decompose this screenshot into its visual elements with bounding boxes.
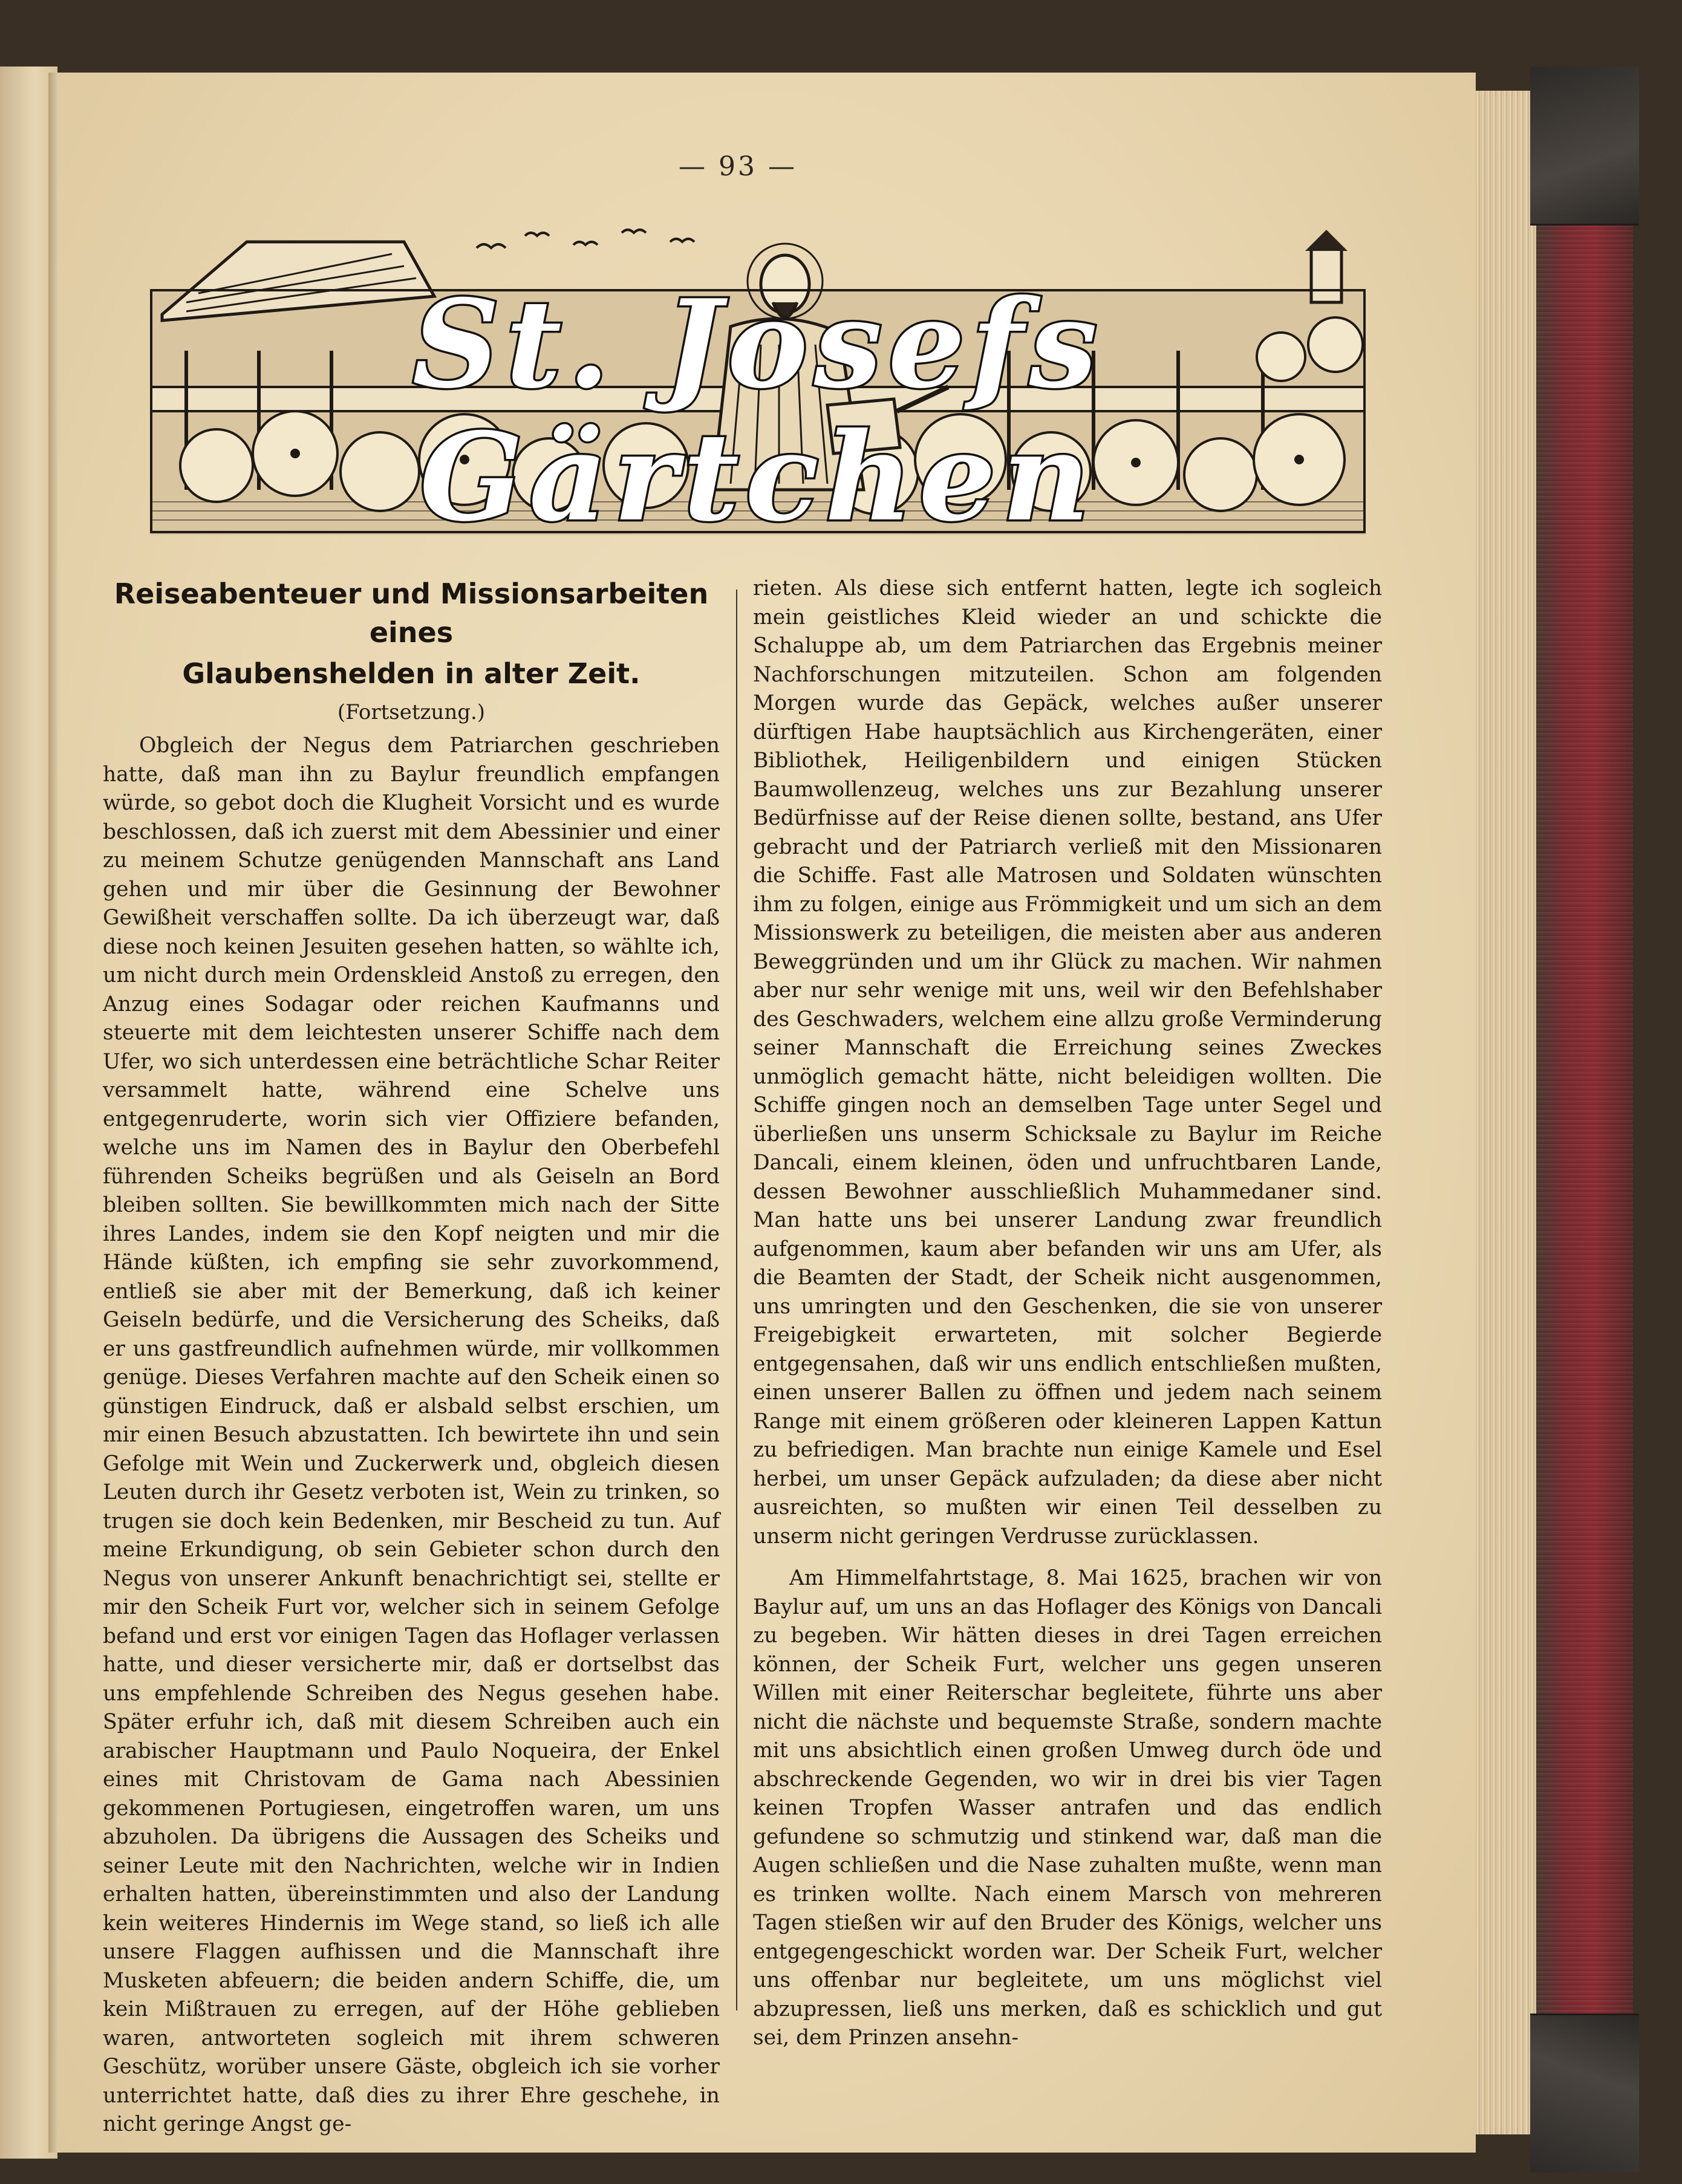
right-column-paragraph-2: Am Himmelfahrtstage, 8. Mai 1625, brachen wir von Baylur auf, um uns an das Hoflager des Königs von Dancali zu begeben. Wir hätten dieses in drei Tagen erreichen können, der Scheik Furt, welcher uns gegen unseren Willen mit einer Reiterschar begleitete, führte uns aber nicht die nächste und bequemste Straße, sondern machte mit uns absichtlich einen großen Umweg durch öde und abschreckende Gegenden, wo wir in drei bis vier Tagen keinen Tropfen Wasser antrafen und das endlich gefundene so schmutzig und stinkend war, daß man die Augen schließen und die Nase zuhalten mußte, wenn man es trinken wollte. Nach einem Marsch von mehreren Tagen stießen wir auf den Bruder des Königs, welcher uns entgegengeschickt worden war. Der Scheik Furt, welcher uns offenbar nur begleitete, um uns möglichst viel abzupressen, ließ uns merken, daß es schicklich und gut sei, dem Prinzen ansehn- bbox=[753, 1566, 1382, 2050]
article-title-line2: Glaubenshelden in alter Zeit. bbox=[182, 657, 641, 690]
left-column-text: Obgleich der Negus dem Patriarchen geschrieben hatte, daß man ihn zu Baylur freundlich empfangen würde, so gebot doch die Klugheit Vorsicht und es wurde beschlossen, daß ich zuerst mit dem Abessinier und einer zu meinem Schutze genügenden Mannschaft ans Land gehen und mir über die Gesinnung der Bewohner Gewißheit verschaffen sollte. Da ich überzeugt war, daß diese noch keinen Jesuiten gesehen hatten, so wählte ich, um nicht durch mein Ordenskleid Anstoß zu erregen, den Anzug eines Sodagar oder reichen Kaufmanns und steuerte mit dem leichtesten unserer Schiffe nach dem Ufer, wo sich unterdessen eine beträchtliche Schar Reiter versammelt hatte, während eine Schelve uns entgegenruderte, worin sich vier Offiziere befanden, welche uns im Namen des in Baylur den Oberbefehl führenden Scheiks begrüßen und als Geiseln an Bord bleiben sollten. Sie bewillkommten mich nach der Sitte ihres Landes, indem sie den Kopf neigten und mir die Hände küßten, ich empfing sie sehr zuvorkommend, entließ sie aber mit der Bemerkung, daß ich keiner Geiseln bedürfe, und die Versicherung des Scheiks, daß er uns gastfreundlich aufnehmen würde, mir vollkommen genüge. Dieses Verfahren machte auf den Scheik einen so günstigen Eindruck, daß er alsbald selbst erschien, um mir einen Besuch abzustatten. Ich bewirtete ihn und sein Gefolge mit Wein und Zuckerwerk und, obgleich diesen Leuten durch ihr Gesetz verboten ist, Wein zu trinken, so trugen sie doch kein Bedenken, mir Bescheid zu tun. Auf meine Erkundigung, ob sein Gebieter schon durch den Negus von unserer Ankunft benachrichtigt sei, stellte er mir den Scheik Furt vor, welcher sich in seinem Gefolge befand und erst vor einigen Tagen das Hoflager verlassen hatte, und dieser versicherte mir, daß er dortselbst das uns empfehlende Schreiben des Negus gesehen habe. Später erfuhr ich, daß mit diesem Schreiben auch ein arabischer Hauptmann und Paulo Noqueira, der Enkel eines mit Christovam de Gama nach Abessinien gekommenen Portugiesen, eingetroffen waren, um uns abzuholen. Da übrigens die Aussagen des Scheiks und seiner Leute mit den Nachrichten, welche wir in Indien erhalten hatten, übereinstimmten und also der Landung kein weiteres Hindernis im Wege stand, so ließ ich alle unsere Flaggen aufhissen und die Mannschaft ihre Musketen abfeuern; die beiden andern Schiffe, die, um kein Mißtrauen zu erregen, auf der Höhe geblieben waren, antworteten sogleich mit ihrem schweren Geschütz, worüber unsere Gäste, obgleich ich sie vorher unterrichtet hatte, daß dies zu ihrer Ehre geschehe, in nicht geringe Angst ge- bbox=[103, 733, 720, 2136]
right-column-paragraph-1: rieten. Als diese sich entfernt hatten, legte ich sogleich mein geistliches Kleid wieder an und schickte die Schaluppe ab, um dem Patriarchen das Ergebnis meiner Nachforschungen mitzuteilen. Schon am folgenden Morgen wurde das Gepäck, welches außer unserer dürftigen Habe hauptsächlich aus Kirchengeräten, einer Bibliothek, Heiligenbildern und einigen Stücken Baumwollenzeug, welches uns zur Bezahlung unserer Bedürfnisse auf der Reise dienen sollte, bestand, ans Ufer gebracht und der Patriarch verließ mit den Missionaren die Schiffe. Fast alle Matrosen und Soldaten wünschten ihm zu folgen, einige aus Frömmigkeit und um sich an dem Missionswerk zu beteiligen, die meisten aber aus anderen Beweggründen und um ihr Glück zu machen. Wir nahmen aber nur sehr wenige mit uns, weil wir den Befehlshaber des Geschwaders, welchem eine allzu große Verminderung seiner Mannschaft die Erreichung seines Zweckes unmöglich gemacht hätte, nicht beleidigen wollten. Die Schiffe gingen noch an demselben Tage unter Segel und überließen uns unserm Schicksale zu Baylur im Reiche Dancali, einem kleinen, öden und unfruchtbaren Lande, dessen Bewohner ausschließlich Muhammedaner sind. Man hatte uns bei unserer Landung zwar freundlich aufgenommen, kaum aber befanden wir uns am Ufer, als die Beamten der Stadt, der Scheik nicht ausgenommen, uns umringten und den Geschenken, die sie von unserer Freigebigkeit erwarteten, mit solcher Begierde entgegensahen, daß wir uns endlich entschließen mußten, einen unserer Ballen zu öffnen und jedem nach seinem Range mit einem größeren oder kleineren Lappen Kattun zu befriedigen. Man brachte nun einige Kamele und Esel herbei, um unser Gepäck aufzuladen; da diese aber nicht ausreichten, so mußten wir einen Teil desselben zu unserm nicht geringen Verdrusse zurücklassen. bbox=[753, 576, 1382, 1549]
masthead-illustration bbox=[150, 206, 1366, 548]
book-cover bbox=[1536, 73, 1633, 2165]
cover-corner-bottom bbox=[1530, 2013, 1639, 2173]
page-number: — 93 — bbox=[679, 151, 797, 182]
right-column bbox=[753, 574, 1382, 2053]
left-column bbox=[103, 574, 720, 2139]
masthead-title: St. Josefs Gärtchen bbox=[412, 273, 1104, 548]
article-subtitle: (Fortsetzung.) bbox=[337, 700, 486, 724]
cover-corner-top bbox=[1530, 67, 1639, 226]
article-title-line1: Reiseabenteuer und Missionsarbeiten eines bbox=[114, 577, 709, 649]
column-rule bbox=[736, 590, 737, 2010]
